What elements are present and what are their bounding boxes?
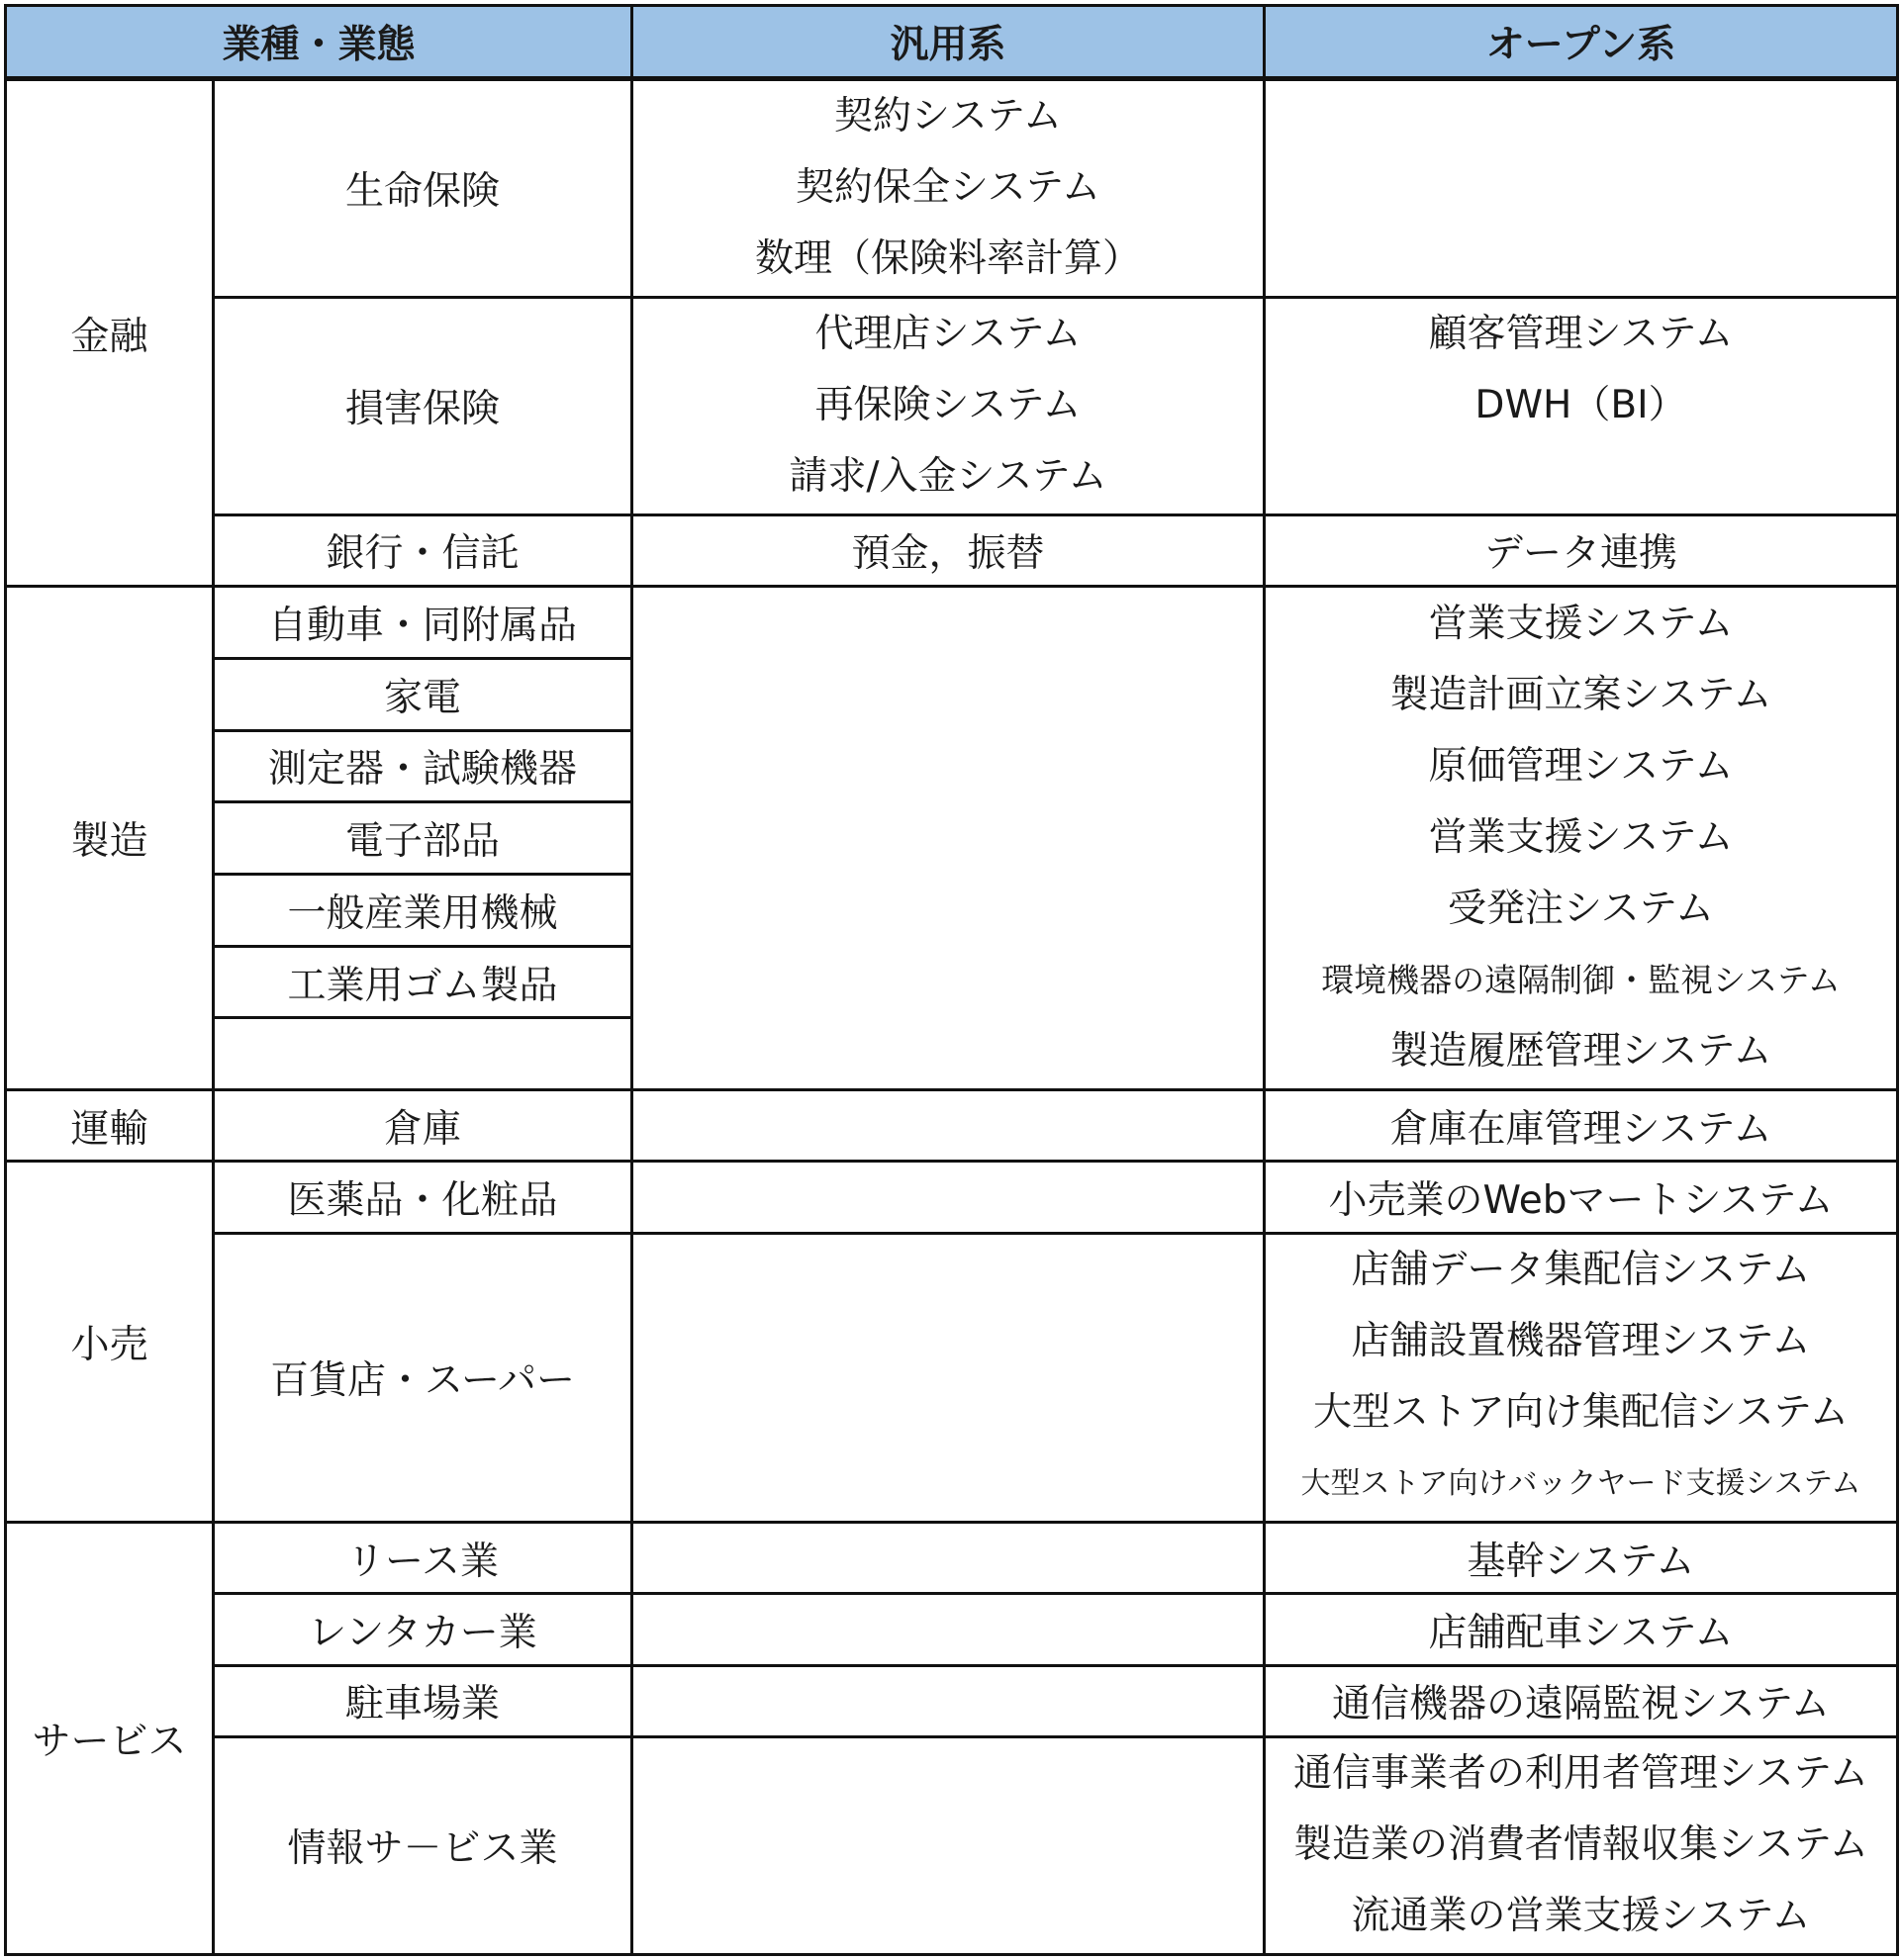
category-manufacturing: 製造 (6, 587, 214, 1090)
industry-systems-table (4, 4, 1899, 1956)
open-item: 営業支援システム (1428, 815, 1734, 861)
open-item: 大型ストア向け集配信システム (1313, 1390, 1849, 1436)
header-row (6, 6, 1898, 79)
sub-measuring: 測定器・試験機器 (214, 730, 632, 802)
sub-rental-car: レンタカー業 (214, 1594, 632, 1665)
sub-nonlife-insurance: 損害保険 (214, 297, 632, 514)
open-item: 顧客管理システム (1428, 311, 1734, 356)
open-pharma-cosmetics: 小売業のWebマートシステム (1265, 1162, 1898, 1233)
header-industry: 業種・業態 (6, 6, 632, 79)
open-item: 店舗データ集配信システム (1351, 1248, 1811, 1293)
category-transport: 運輸 (6, 1090, 214, 1162)
open-item: 店舗設置機器管理システム (1351, 1319, 1811, 1364)
mainframe-item: 代理店システム (814, 312, 1082, 357)
open-item: 営業支援システム (1428, 602, 1734, 647)
mainframe-parking (632, 1665, 1265, 1736)
sub-bank-trust: 銀行・信託 (214, 514, 632, 586)
header-open: オープン系 (1265, 6, 1898, 79)
sub-warehouse: 倉庫 (214, 1090, 632, 1162)
open-lease: 基幹システム (1265, 1522, 1898, 1593)
open-item: 製造履歴管理システム (1389, 1029, 1772, 1074)
sub-parking: 駐車場業 (214, 1665, 632, 1736)
table-row (6, 1090, 1898, 1162)
open-rental-car: 店舗配車システム (1265, 1594, 1898, 1665)
sub-life-insurance: 生命保険 (214, 79, 632, 298)
mainframe-lease (632, 1522, 1265, 1593)
open-parking: 通信機器の遠隔監視システム (1265, 1665, 1898, 1736)
open-item: 製造計画立案システム (1389, 673, 1772, 718)
open-info-service (1265, 1736, 1898, 1954)
mainframe-info-service (632, 1736, 1265, 1954)
mainframe-department-store (632, 1233, 1265, 1522)
table-row (6, 587, 1898, 659)
open-item: 通信事業者の利用者管理システム (1292, 1751, 1869, 1797)
table-row (6, 79, 1898, 152)
category-finance: 金融 (6, 79, 214, 587)
mainframe-item: 再保険システム (814, 383, 1082, 428)
sub-department-store: 百貨店・スーパー (214, 1233, 632, 1522)
table-row (6, 1233, 1898, 1305)
table-row (6, 297, 1898, 369)
mainframe-manufacturing (632, 587, 1265, 1090)
open-department-store (1265, 1233, 1898, 1522)
open-warehouse: 倉庫在庫管理システム (1265, 1090, 1898, 1162)
mainframe-warehouse (632, 1090, 1265, 1162)
category-service: サービス (6, 1522, 214, 1954)
header-mainframe: 汎用系 (632, 6, 1265, 79)
open-manufacturing (1265, 587, 1898, 1090)
mainframe-rental-car (632, 1594, 1265, 1665)
table-row (6, 1736, 1898, 1809)
category-retail: 小売 (6, 1162, 214, 1522)
mainframe-item: 数理（保険料率計算） (755, 236, 1142, 282)
open-item: 流通業の営業支援システム (1351, 1894, 1811, 1939)
mainframe-bank-trust: 預金，振替 (632, 514, 1265, 586)
open-life-insurance (1265, 79, 1898, 298)
sub-pharma-cosmetics: 医薬品・化粧品 (214, 1162, 632, 1233)
open-bank-trust: データ連携 (1265, 514, 1898, 586)
mainframe-item: 契約システム (833, 94, 1063, 140)
open-item: DWH（BI） (1474, 382, 1687, 427)
mainframe-life-insurance (632, 79, 1265, 298)
table-row (6, 1162, 1898, 1233)
sub-automobile: 自動車・同附属品 (214, 587, 632, 659)
table-row (6, 1665, 1898, 1736)
table-row (6, 1594, 1898, 1665)
sub-industrial-machinery: 一般産業用機械 (214, 874, 632, 946)
open-item: 大型ストア向けバックヤード支援システム (1300, 1466, 1861, 1502)
sub-empty (214, 1018, 632, 1090)
sub-lease: リース業 (214, 1522, 632, 1593)
sub-rubber-products: 工業用ゴム製品 (214, 946, 632, 1018)
mainframe-pharma-cosmetics (632, 1162, 1265, 1233)
table-row (6, 514, 1898, 586)
table-row (6, 1522, 1898, 1593)
mainframe-item: 契約保全システム (795, 165, 1101, 211)
open-item: 製造業の消費者情報収集システム (1292, 1822, 1869, 1868)
sub-info-service: 情報サ－ビス業 (214, 1736, 632, 1954)
open-item: 受発注システム (1447, 887, 1715, 932)
sub-home-appliance: 家電 (214, 658, 632, 730)
open-item: 環境機器の遠隔制御・監視システム (1321, 961, 1841, 1000)
open-nonlife-insurance (1265, 297, 1898, 514)
open-item: 原価管理システム (1428, 744, 1734, 790)
sub-electronic-parts: 電子部品 (214, 802, 632, 875)
mainframe-item: 請求/入金システム (789, 454, 1107, 500)
mainframe-nonlife-insurance (632, 297, 1265, 514)
